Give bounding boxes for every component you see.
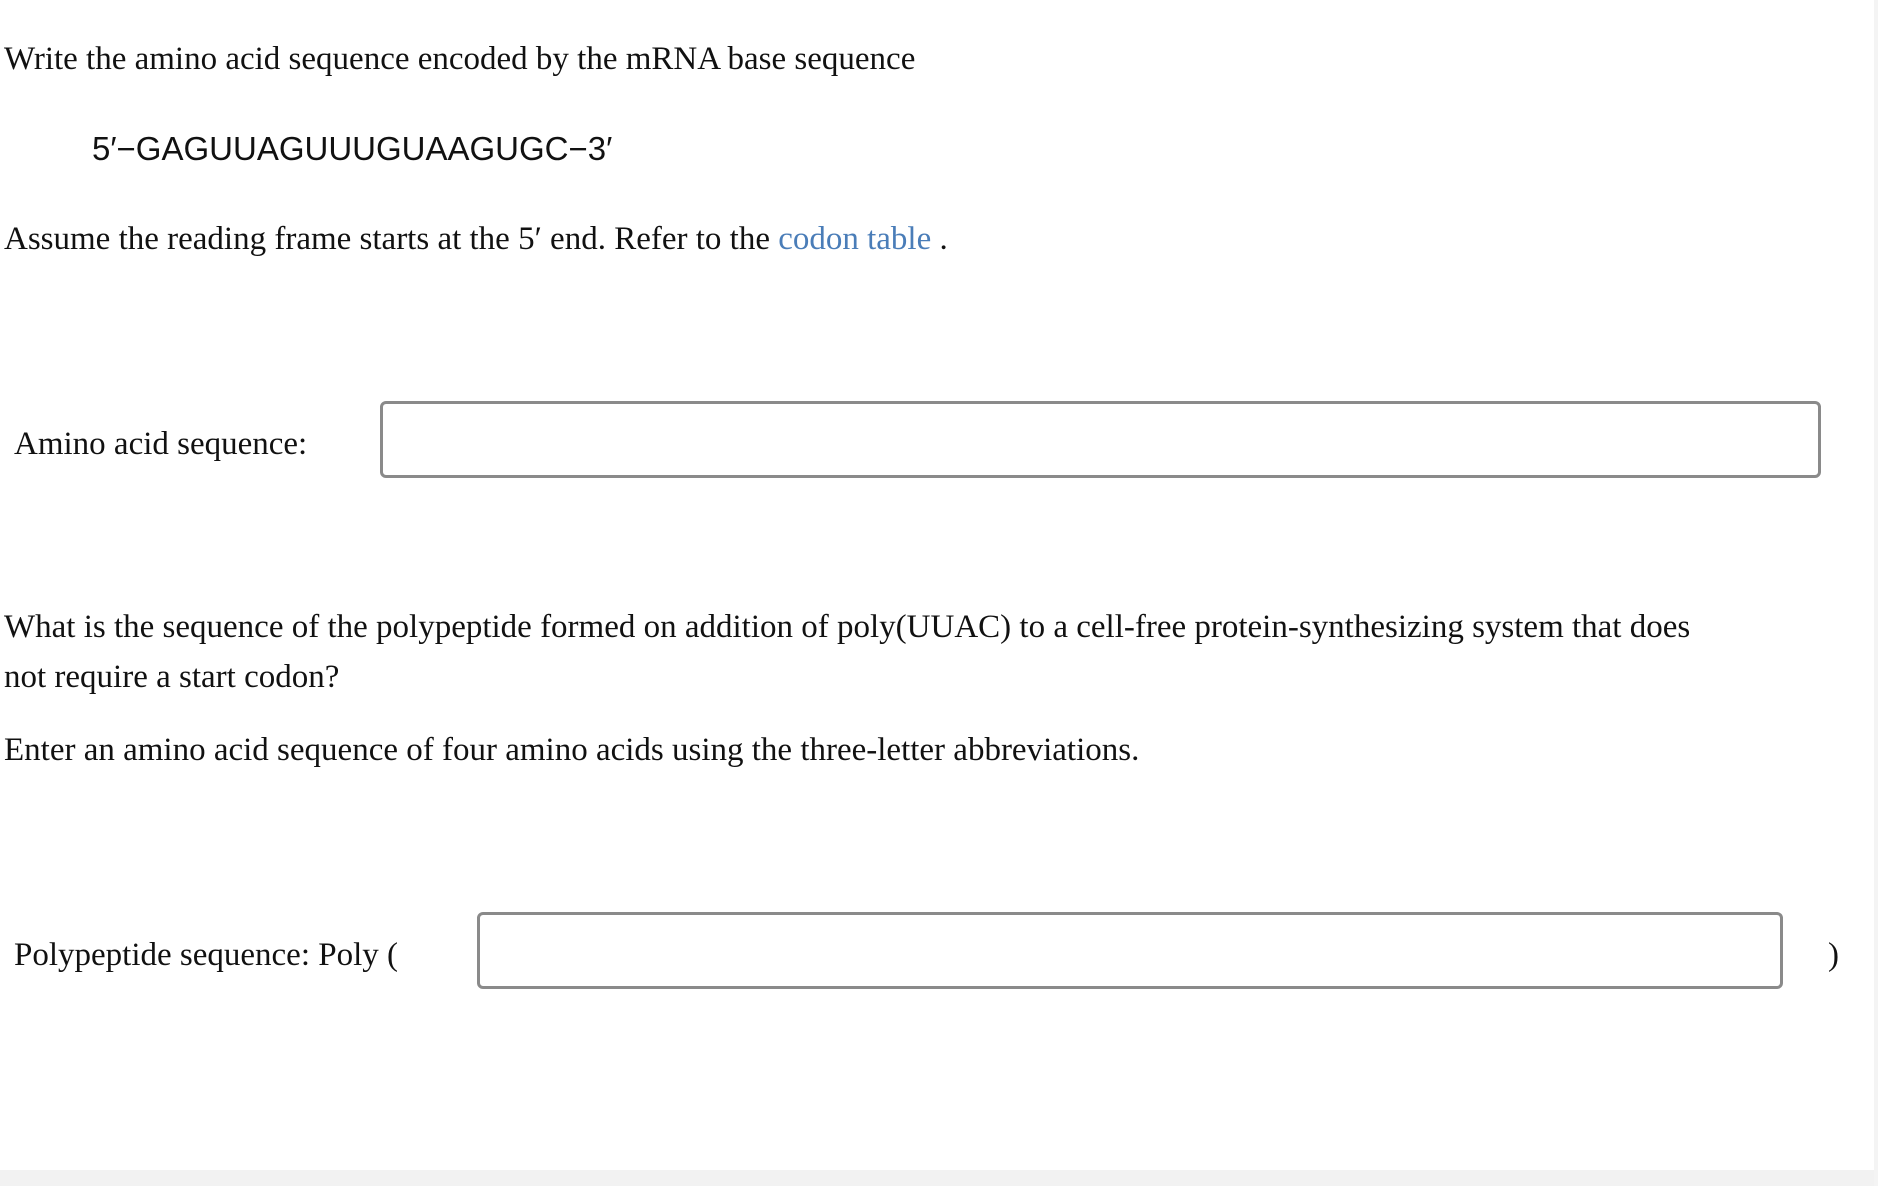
- bottom-divider: [0, 1170, 1878, 1186]
- amino-acid-sequence-label: Amino acid sequence:: [14, 426, 308, 462]
- right-edge: [1874, 0, 1878, 1186]
- reading-frame-prefix: Assume the reading frame starts at the 5′ end. Refer to the: [4, 221, 779, 257]
- question2-prompt-line1: What is the sequence of the polypeptide formed on addition of poly(UUAC) to a cell-free protein-synthesizing system that does: [4, 609, 1691, 645]
- codon-table-link[interactable]: codon table: [778, 221, 932, 257]
- mrna-sequence: 5′−GAGUUAGUUUGUAAGUGC−3′: [92, 130, 613, 167]
- question2-prompt: [4, 602, 1864, 702]
- polypeptide-sequence-input[interactable]: [477, 912, 1783, 989]
- question1-prompt: Write the amino acid sequence encoded by the mRNA base sequence: [4, 41, 916, 77]
- reading-frame-suffix: .: [931, 221, 948, 257]
- polypeptide-sequence-label: Polypeptide sequence: Poly (: [14, 937, 399, 973]
- question2-instruction: Enter an amino acid sequence of four amino acids using the three-letter abbreviations.: [4, 732, 1140, 768]
- polypeptide-closing-paren: ): [1828, 937, 1839, 973]
- reading-frame-note: [4, 214, 948, 264]
- amino-acid-sequence-input[interactable]: [380, 401, 1821, 478]
- question2-prompt-line2: not require a start codon?: [4, 659, 340, 695]
